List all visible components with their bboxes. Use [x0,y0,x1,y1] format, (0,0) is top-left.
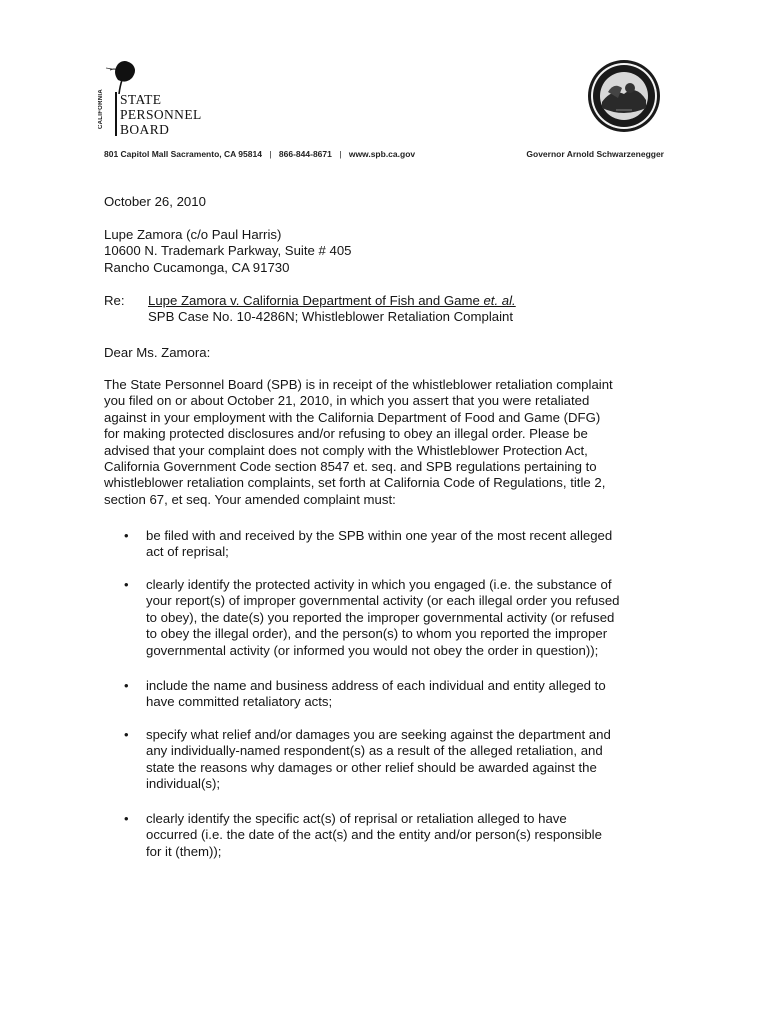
case-title [148,293,516,309]
list-item-line: include the name and business address of each individual and entity alleged to [146,678,606,693]
recipient-line: 10600 N. Trademark Parkway, Suite # 405 [104,243,352,259]
bullet-icon: • [124,727,129,742]
paragraph-line: The State Personnel Board (SPB) is in receipt of the whistleblower retaliation complaint [104,377,613,392]
list-item-line: state the reasons why damages or other relief should be awarded against the [146,759,597,775]
bullet-icon: • [124,528,129,543]
list-item-line: governmental activity (or informed you would not obey the order in question)); [146,642,599,658]
subject-label: Re: [104,293,125,308]
separator: | [269,149,272,159]
list-item-line: clearly identify the specific act(s) of reprisal or retaliation alleged to have [146,811,567,826]
bullet-icon: • [124,811,129,826]
phone-number: 866-844-8671 [278,149,332,159]
case-number: SPB Case No. 10-4286N; Whistleblower Retaliation Complaint [148,309,514,325]
agency-name-line3: BOARD [120,122,170,137]
list-item-line: have committed retaliatory acts; [146,694,333,710]
list-item-line: clearly identify the protected activity in which you engaged (i.e. the substance of [146,577,612,592]
list-item-text [146,678,664,711]
logo-divider [115,92,117,136]
list-item-line: any individually-named respondent(s) as a result of the alleged retaliation, and [146,743,603,759]
subject-body [148,293,516,326]
list-item-line: act of reprisal; [146,544,229,560]
state-seal-icon [586,58,662,134]
recipient-address [104,227,352,276]
list-item-line: to obey the illegal order), and the person(s) to whom you reported the improper [146,626,608,642]
agency-name-line1: STATE [120,92,162,107]
list-item-line: be filed with and received by the SPB within one year of the most recent alleged [146,528,613,543]
list-item-line: for it (them)); [146,843,222,859]
agency-name [120,92,202,137]
governor-name: Governor Arnold Schwarzenegger [526,149,664,159]
letter-date: October 26, 2010 [104,194,206,209]
separator: | [339,149,342,159]
list-item-text [146,577,664,659]
list-item-text [146,528,664,561]
recipient-line: Rancho Cucamonga, CA 91730 [104,259,290,275]
paragraph-line: for making protected disclosures and/or refusing to obey an illegal order. Please be [104,426,588,442]
bullet-icon: • [124,577,129,592]
list-item-line: occurred (i.e. the date of the act(s) and the entity and/or person(s) responsible [146,827,602,843]
logo-vertical-text: CALIFORNIA [98,89,104,129]
list-item-text [146,811,664,860]
agency-name-line2: PERSONNEL [120,107,202,122]
recipient-line: Lupe Zamora (c/o Paul Harris) [104,227,282,242]
paragraph-line: whistleblower retaliation complaints, set forth at California Code of Regulations, title 2, [104,475,606,491]
case-title-etal: et. al. [483,293,516,308]
paragraph-line: California Government Code section 8547 et. seq. and SPB regulations pertaining to [104,459,597,475]
office-address: 801 Capitol Mall Sacramento, CA 95814 [104,149,262,159]
bullet-icon: • [124,678,129,693]
paragraph-line: section 67, et seq. Your amended complaint must: [104,491,396,507]
list-item-line: individual(s); [146,776,221,792]
list-item-line: your report(s) of improper governmental activity (or each illegal order you refused [146,593,620,609]
paragraph-line: advised that your complaint does not comply with the Whistleblower Protection Act, [104,442,588,458]
salutation: Dear Ms. Zamora: [104,345,211,360]
list-item-line: specify what relief and/or damages you are seeking against the department and [146,727,611,742]
body-paragraph [104,377,664,508]
paragraph-line: you filed on or about October 21, 2010, in which you assert that you were retaliated [104,393,590,409]
paragraph-line: against in your employment with the California Department of Food and Game (DFG) [104,409,601,425]
website-link[interactable]: www.spb.ca.gov [348,149,416,159]
case-title-text: Lupe Zamora v. California Department of Fish and Game [148,293,484,308]
list-item-text [146,727,664,793]
list-item-line: to obey), the date(s) you reported the improper governmental activity (or refused [146,609,615,625]
